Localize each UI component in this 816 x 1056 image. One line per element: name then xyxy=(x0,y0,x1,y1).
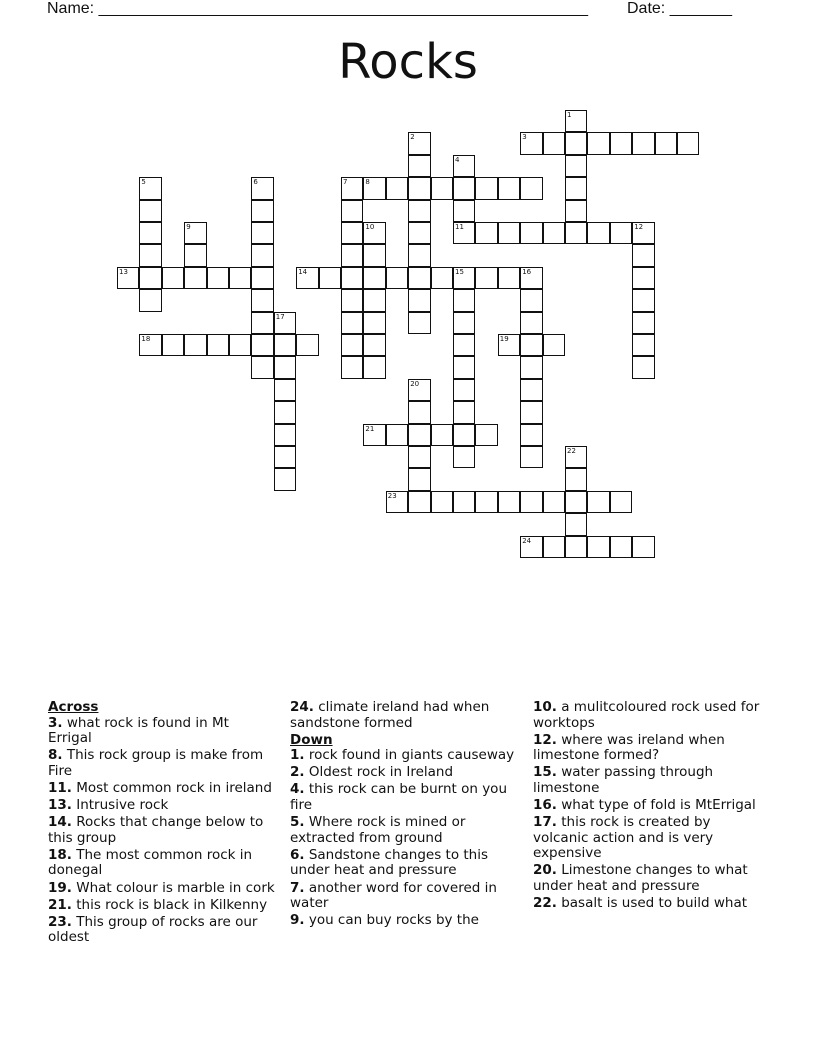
grid-cell[interactable] xyxy=(408,468,430,490)
grid-cell[interactable] xyxy=(632,334,654,356)
grid-cell[interactable] xyxy=(363,356,385,378)
across-clue: 24. climate ireland had when sandstone formed xyxy=(290,699,490,731)
down-clue: 17. this rock is created by volcanic action and is very expensive xyxy=(533,814,714,862)
across-heading: Across xyxy=(48,699,99,715)
across-clue: 8. This rock group is make from Fire xyxy=(48,747,264,779)
down-clue: 5. Where rock is mined or extracted from ground xyxy=(290,814,466,846)
grid-cell[interactable] xyxy=(498,222,520,244)
across-clue: 3. what rock is found in Mt Errigal xyxy=(48,714,229,747)
grid-cell[interactable] xyxy=(408,401,430,423)
grid-cell[interactable] xyxy=(565,222,587,244)
grid-cell[interactable] xyxy=(632,312,654,334)
grid-cell[interactable] xyxy=(610,491,632,513)
grid-cell[interactable] xyxy=(565,110,587,132)
grid-cell[interactable] xyxy=(139,334,161,356)
down-clue: 4. this rock can be burnt on you fire xyxy=(290,781,507,814)
grid-cell[interactable] xyxy=(565,132,587,154)
grid-cell[interactable] xyxy=(475,177,497,199)
grid-cell[interactable] xyxy=(251,200,273,222)
clue-number: 17 xyxy=(275,312,285,321)
grid-cell[interactable] xyxy=(498,267,520,289)
grid-cell[interactable] xyxy=(274,424,296,446)
grid-cell[interactable] xyxy=(296,334,318,356)
across-clue: 23. This group of rocks are our oldest xyxy=(48,913,258,946)
grid-cell[interactable] xyxy=(498,491,520,513)
grid-cell[interactable] xyxy=(520,379,542,401)
grid-cell[interactable] xyxy=(587,222,609,244)
grid-cell[interactable] xyxy=(565,468,587,490)
down-heading: Down xyxy=(290,731,333,748)
grid-cell[interactable] xyxy=(565,536,587,558)
clue-number: 18 xyxy=(141,335,151,343)
grid-cell[interactable] xyxy=(251,267,273,289)
grid-cell[interactable] xyxy=(408,177,430,199)
grid-cell[interactable] xyxy=(408,132,430,154)
grid-cell[interactable] xyxy=(520,401,542,423)
grid-cell[interactable] xyxy=(565,177,587,199)
grid-cell[interactable] xyxy=(408,155,430,177)
page-title: Rocks xyxy=(338,34,478,90)
down-clue: 15. water passing through limestone xyxy=(533,764,714,796)
grid-cell[interactable] xyxy=(341,356,363,378)
grid-cell[interactable] xyxy=(543,132,565,154)
clue-column-3 xyxy=(533,700,768,913)
grid-cell[interactable] xyxy=(408,446,430,468)
grid-cell[interactable] xyxy=(408,222,430,244)
clue-number: 9 xyxy=(186,223,191,231)
grid-cell[interactable] xyxy=(520,132,542,154)
grid-cell[interactable] xyxy=(363,312,385,334)
grid-cell[interactable] xyxy=(274,312,296,334)
grid-cell[interactable] xyxy=(408,244,430,266)
clue-number: 2 xyxy=(410,133,415,142)
grid-cell[interactable] xyxy=(431,491,453,513)
grid-cell[interactable] xyxy=(520,267,542,289)
grid-cell[interactable] xyxy=(453,401,475,423)
grid-cell[interactable] xyxy=(610,222,632,244)
grid-cell[interactable] xyxy=(565,513,587,535)
grid-cell[interactable] xyxy=(274,401,296,423)
grid-cell[interactable] xyxy=(431,177,453,199)
clue-number: 12 xyxy=(634,223,644,231)
across-clue: 13. Intrusive rock xyxy=(48,797,169,814)
grid-cell[interactable] xyxy=(632,132,654,154)
grid-cell[interactable] xyxy=(207,334,229,356)
grid-cell[interactable] xyxy=(386,177,408,199)
grid-cell[interactable] xyxy=(184,267,206,289)
clue-number: 6 xyxy=(253,178,258,187)
grid-cell[interactable] xyxy=(207,267,229,289)
grid-cell[interactable] xyxy=(453,424,475,446)
grid-cell[interactable] xyxy=(139,289,161,311)
down-clue: 7. another word for covered in water xyxy=(290,879,497,912)
grid-cell[interactable] xyxy=(453,289,475,311)
grid-cell[interactable] xyxy=(543,491,565,513)
grid-cell[interactable] xyxy=(453,379,475,401)
grid-cell[interactable] xyxy=(408,379,430,401)
grid-cell[interactable] xyxy=(117,267,139,289)
grid-cell[interactable] xyxy=(184,334,206,356)
grid-cell[interactable] xyxy=(587,536,609,558)
grid-cell[interactable] xyxy=(475,267,497,289)
grid-cell[interactable] xyxy=(251,312,273,334)
grid-cell[interactable] xyxy=(408,289,430,311)
grid-cell[interactable] xyxy=(341,200,363,222)
grid-cell[interactable] xyxy=(565,200,587,222)
clue-number: 4 xyxy=(455,155,460,164)
grid-cell[interactable] xyxy=(274,356,296,378)
grid-cell[interactable] xyxy=(229,267,251,289)
grid-cell[interactable] xyxy=(453,222,475,244)
grid-cell[interactable] xyxy=(632,244,654,266)
down-clue: 2. Oldest rock in Ireland xyxy=(290,764,454,781)
down-clue: 9. you can buy rocks by the xyxy=(290,912,479,929)
grid-cell[interactable] xyxy=(520,424,542,446)
clue-number: 3 xyxy=(522,133,527,142)
grid-cell[interactable] xyxy=(139,267,161,289)
grid-cell[interactable] xyxy=(341,289,363,311)
grid-cell[interactable] xyxy=(453,446,475,468)
grid-cell[interactable] xyxy=(408,312,430,334)
grid-cell[interactable] xyxy=(655,132,677,154)
grid-cell[interactable] xyxy=(162,334,184,356)
down-clue: 16. what type of fold is MtErrigal xyxy=(533,797,756,814)
clue-number: 5 xyxy=(141,178,146,187)
clue-number: 21 xyxy=(365,424,375,433)
grid-cell[interactable] xyxy=(139,200,161,222)
grid-cell[interactable] xyxy=(520,356,542,378)
grid-cell[interactable] xyxy=(632,222,654,244)
clue-column-1 xyxy=(48,700,276,947)
grid-cell[interactable] xyxy=(565,446,587,468)
grid-cell[interactable] xyxy=(453,200,475,222)
grid-cell[interactable] xyxy=(632,356,654,378)
grid-cell[interactable] xyxy=(363,244,385,266)
down-clue: 22. basalt is used to build what xyxy=(533,895,748,912)
grid-cell[interactable] xyxy=(139,177,161,199)
across-clue: 18. The most common rock in donegal xyxy=(48,846,253,879)
grid-cell[interactable] xyxy=(341,222,363,244)
grid-cell[interactable] xyxy=(453,267,475,289)
grid-cell[interactable] xyxy=(520,446,542,468)
grid-cell[interactable] xyxy=(184,222,206,244)
clue-number: 16 xyxy=(522,267,532,276)
grid-cell[interactable] xyxy=(453,155,475,177)
grid-cell[interactable] xyxy=(453,491,475,513)
clue-number: 11 xyxy=(455,223,464,231)
clue-number: 15 xyxy=(455,267,464,276)
grid-cell[interactable] xyxy=(162,267,184,289)
grid-cell[interactable] xyxy=(274,468,296,490)
grid-cell[interactable] xyxy=(610,536,632,558)
grid-cell[interactable] xyxy=(139,222,161,244)
grid-cell[interactable] xyxy=(632,289,654,311)
clue-column-2 xyxy=(290,700,525,930)
grid-cell[interactable] xyxy=(363,177,385,199)
grid-cell[interactable] xyxy=(431,424,453,446)
grid-cell[interactable] xyxy=(251,244,273,266)
grid-cell[interactable] xyxy=(520,312,542,334)
grid-cell[interactable] xyxy=(386,491,408,513)
grid-cell[interactable] xyxy=(520,222,542,244)
grid-cell[interactable] xyxy=(520,491,542,513)
grid-cell[interactable] xyxy=(498,177,520,199)
grid-cell[interactable] xyxy=(341,267,363,289)
grid-cell[interactable] xyxy=(251,289,273,311)
grid-cell[interactable] xyxy=(184,244,206,266)
grid-cell[interactable] xyxy=(408,491,430,513)
clue-number: 20 xyxy=(410,379,420,388)
grid-cell[interactable] xyxy=(453,177,475,199)
grid-cell[interactable] xyxy=(386,424,408,446)
clue-number: 14 xyxy=(298,267,308,276)
grid-cell[interactable] xyxy=(408,267,430,289)
grid-cell[interactable] xyxy=(251,334,273,356)
grid-cell[interactable] xyxy=(543,222,565,244)
grid-cell[interactable] xyxy=(610,132,632,154)
grid-cell[interactable] xyxy=(543,334,565,356)
grid-cell[interactable] xyxy=(408,200,430,222)
grid-cell[interactable] xyxy=(251,356,273,378)
across-clue: 21. this rock is black in Kilkenny xyxy=(48,896,268,913)
grid-cell[interactable] xyxy=(543,536,565,558)
grid-cell[interactable] xyxy=(677,132,699,154)
clue-number: 19 xyxy=(499,335,509,343)
grid-cell[interactable] xyxy=(565,491,587,513)
grid-cell[interactable] xyxy=(229,334,251,356)
grid-cell[interactable] xyxy=(431,267,453,289)
grid-cell[interactable] xyxy=(453,312,475,334)
grid-cell[interactable] xyxy=(341,244,363,266)
grid-cell[interactable] xyxy=(632,267,654,289)
down-clue: 20. Limestone changes to what under heat and pressure xyxy=(533,862,748,895)
grid-cell[interactable] xyxy=(632,536,654,558)
grid-cell[interactable] xyxy=(475,222,497,244)
grid-cell[interactable] xyxy=(274,379,296,401)
grid-cell[interactable] xyxy=(408,424,430,446)
grid-cell[interactable] xyxy=(363,334,385,356)
clue-number: 10 xyxy=(365,223,375,231)
grid-cell[interactable] xyxy=(274,446,296,468)
grid-cell[interactable] xyxy=(453,334,475,356)
down-clue: 10. a mulitcoloured rock used for worktops xyxy=(533,699,760,731)
grid-cell[interactable] xyxy=(475,424,497,446)
name-field[interactable]: Name: _______________________________________________________ xyxy=(47,0,588,17)
grid-cell[interactable] xyxy=(363,424,385,446)
grid-cell[interactable] xyxy=(341,312,363,334)
clue-number: 22 xyxy=(567,447,576,455)
grid-cell[interactable] xyxy=(587,491,609,513)
date-field[interactable]: Date: _______ xyxy=(627,0,732,17)
grid-cell[interactable] xyxy=(453,356,475,378)
grid-cell[interactable] xyxy=(520,536,542,558)
across-clue: 14. Rocks that change below to this group xyxy=(48,814,264,846)
grid-cell[interactable] xyxy=(565,155,587,177)
clue-number: 7 xyxy=(343,178,348,187)
grid-cell[interactable] xyxy=(296,267,318,289)
clue-number: 23 xyxy=(387,491,397,500)
across-clue: 11. Most common rock in ireland xyxy=(48,779,272,796)
grid-cell[interactable] xyxy=(341,177,363,199)
grid-cell[interactable] xyxy=(341,334,363,356)
grid-cell[interactable] xyxy=(475,491,497,513)
clue-number: 24 xyxy=(522,536,532,545)
clue-number: 1 xyxy=(567,111,572,119)
grid-cell[interactable] xyxy=(319,267,341,289)
grid-cell[interactable] xyxy=(498,334,520,356)
grid-cell[interactable] xyxy=(520,289,542,311)
clue-number: 8 xyxy=(365,178,370,187)
grid-cell[interactable] xyxy=(386,267,408,289)
down-clue: 1. rock found in giants causeway xyxy=(290,747,515,764)
grid-cell[interactable] xyxy=(363,289,385,311)
grid-cell[interactable] xyxy=(251,177,273,199)
grid-cell[interactable] xyxy=(520,334,542,356)
down-clue: 6. Sandstone changes to this under heat and pressure xyxy=(290,846,489,879)
grid-cell[interactable] xyxy=(139,244,161,266)
grid-cell[interactable] xyxy=(587,132,609,154)
grid-cell[interactable] xyxy=(520,177,542,199)
grid-cell[interactable] xyxy=(363,222,385,244)
across-clue: 19. What colour is marble in cork xyxy=(48,879,275,896)
down-clue: 12. where was ireland when limestone formed? xyxy=(533,731,725,764)
grid-cell[interactable] xyxy=(363,267,385,289)
grid-cell[interactable] xyxy=(251,222,273,244)
grid-cell[interactable] xyxy=(274,334,296,356)
clue-number: 13 xyxy=(119,267,128,276)
